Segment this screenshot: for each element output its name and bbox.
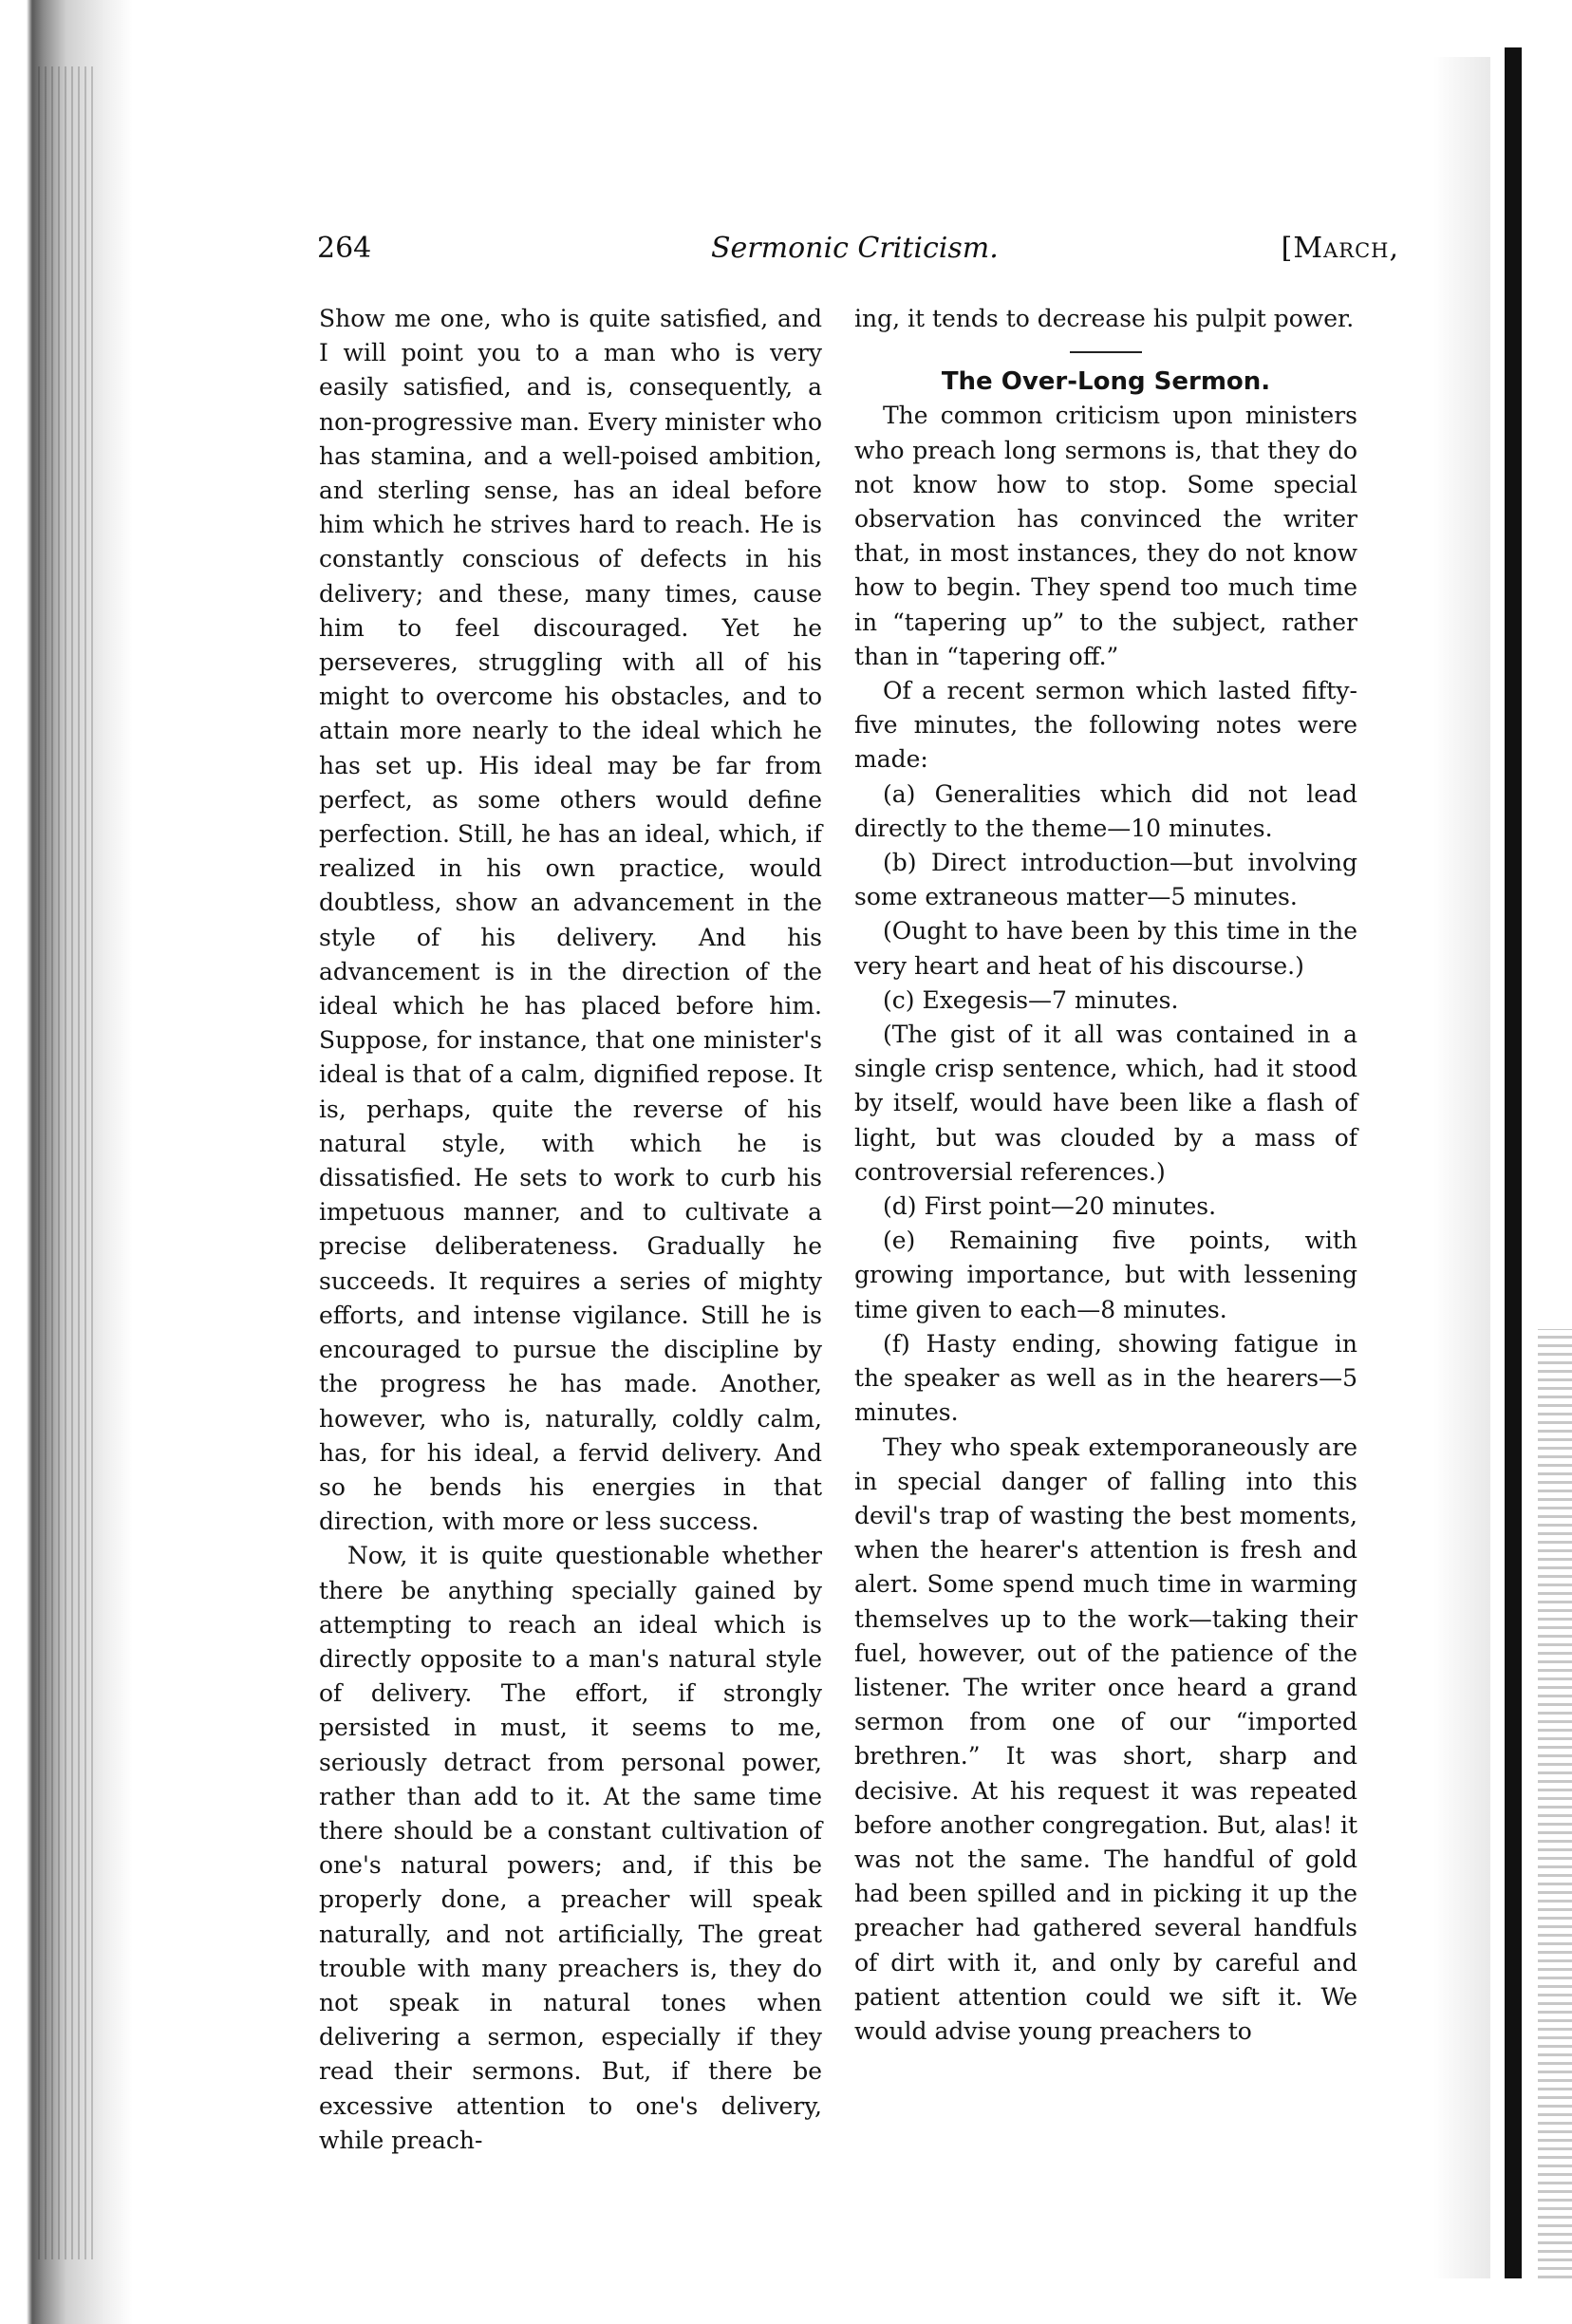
paragraph: Now, it is quite questionable whether there be anything specially gained by attempting to reach an ideal which is directly opposite to a man's natural style of delivery. The effort, if strongly persisted in must, it seems to me, seriously detract from personal power, rather than add to it. At the same time there should be a constant cultivation of one's natural powers; and, if this be properly done, a preacher will speak naturally, and not artificially, The great trouble with many preachers is, they do not speak in natural tones when delivering a sermon, especially if they read their sermons. But, if there be excessive attention to one's delivery, while preach- [319, 1542, 822, 2154]
header-month: [March, [1281, 232, 1399, 265]
paragraph: They who speak extemporaneously are in special danger of falling into this devil's trap of wasting the best moments, when the hearer's attention is fresh and alert. Some spend much time in warming themselves up to the work—taking their fuel, however, out of the patience of the listener. The writer once heard a grand sermon from one of our “imported brethren.” It was short, sharp and decisive. At his request it was repeated before another congregation. But, alas! it was not the same. The handful of gold had been spilled and in picking it up the preacher had gathered several handfuls of dirt with it, and only by careful and patient attention could we sift it. We would advise young preachers to [854, 1433, 1357, 2045]
paragraph: The common criticism upon ministers who preach long sermons is, that they do not know how to stop. Some special observation has convinced the writer that, in most instances, they do not know how to begin. They spend too much time in “tapering up” to the subject, rather than in “tapering off.” [854, 402, 1357, 670]
gutter-shadow [1433, 57, 1490, 2278]
list-note: (Ought to have been by this time in the very heart and heat of his discourse.) [854, 917, 1357, 980]
list-item: (b) Direct introduction—but involving some extraneous matter—5 minutes. [854, 849, 1357, 911]
page-number: 264 [317, 232, 372, 265]
running-title: Sermonic Criticism. [711, 232, 999, 265]
page-edge-right [1505, 47, 1522, 2278]
list-item: (f) Hasty ending, showing fatigue in the speaker as well as in the hearers—5 minutes. [854, 1329, 1357, 1427]
page-edge-stack [38, 66, 95, 2259]
section-divider [1070, 351, 1142, 353]
list-item: (a) Generalities which did not lead directly to the theme—10 minutes. [854, 779, 1357, 842]
paragraph-continuation: ing, it tends to decrease his pulpit power. [854, 305, 1355, 332]
right-column [854, 302, 1357, 2049]
paragraph: Show me one, who is quite satisfied, and I will point you to a man who is very easily satisfied, and is, consequently, a non-progressive man. Every minister who has stamina, and a well-poised ambition, and sterling sense, has an ideal before him which he strives hard to reach. He is constantly conscious of defects in his delivery; and these, many times, cause him to feel discouraged. Yet he perseveres, struggling with all of his might to overcome his obstacles, and to attain more nearly to the ideal which he has set up. His ideal may be far from perfect, as some others would define perfection. Still, he has an ideal, which, if realized in his own practice, would doubtless, show an advancement in the style of his delivery. And his advancement is in the direction of the ideal which he has placed before him. Suppose, for instance, that one minister's ideal is that of a calm, dignified repose. It is, perhaps, quite the reverse of his natural style, with which he is dissatisfied. He sets to work to curb his impetuous manner, and to cultivate a precise deliberateness. Gradually he succeeds. It requires a series of mighty efforts, and intense vigilance. Still he is encouraged to pursue the discipline by the progress he has made. Another, however, who is, naturally, coldly calm, has, for his ideal, a fervid delivery. And so he bends his energies in that direction, with more or less success. [319, 305, 822, 1536]
list-item: (e) Remaining five points, with growing importance, but with lessening time given to each—8 minutes. [854, 1227, 1357, 1323]
list-item: (d) First point—20 minutes. [883, 1192, 1217, 1221]
paragraph: Of a recent sermon which lasted fifty-five minutes, the following notes were made: [854, 677, 1357, 774]
list-item: (c) Exegesis—7 minutes. [883, 985, 1179, 1014]
left-column [319, 302, 822, 2158]
section-heading: The Over-Long Sermon. [941, 367, 1271, 397]
list-note: (The gist of it all was contained in a single crisp sentence, which, had it stood by itself, would have been like a flash of light, but was clouded by a mass of controversial references.) [854, 1021, 1357, 1186]
running-header [317, 232, 1399, 279]
page-edge-right-stack [1538, 1329, 1572, 2278]
